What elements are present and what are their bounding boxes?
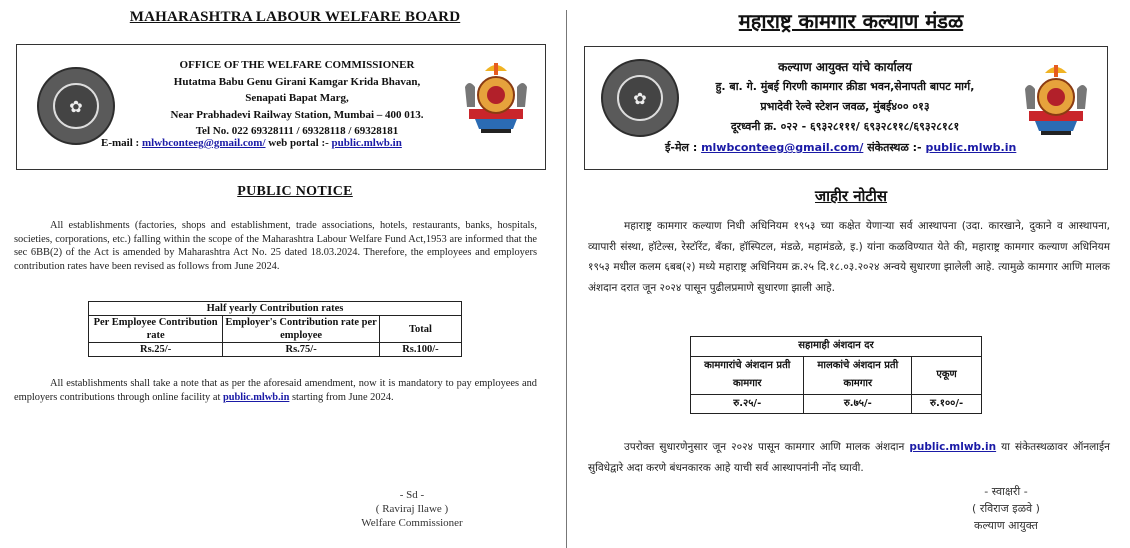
contribution-rates-table (690, 336, 982, 414)
table-header: Employer's Contribution rate per employee (223, 316, 380, 343)
table-caption: Half yearly Contribution rates (89, 302, 462, 316)
state-emblem-icon (461, 57, 531, 137)
notice-paragraph-2: उपरोक्त सुधारणेनुसार जून २०२४ पासून कामगार आणि मालक अंशदान public.mlwb.in या संकेतस्थळावर ऑनलाईन सुविधेद्वारे अदा करणे बंधनकारक आहे याची सर्व आस्थापनांनी नोंद घ्यावी. (588, 441, 1110, 474)
state-emblem-icon (1021, 59, 1091, 139)
table-cell: रु.२५/- (691, 394, 804, 414)
signature-block: - स्वाक्षरी - ( रविराज इळवे ) कल्याण आयुक्त (972, 485, 1040, 532)
portal-link[interactable]: public.mlwb.in (331, 137, 402, 149)
marathi-notice (572, 0, 1130, 548)
email-link[interactable]: mlwbconteeg@gmail.com/ (141, 137, 266, 149)
board-title: MAHARASHTRA LABOUR WELFARE BOARD (129, 9, 461, 25)
table-header: कामगारांचे अंशदान प्रती कामगार (691, 356, 804, 394)
contact-line: ई-मेल : mlwbconteeg@gmail.com/ संकेतस्थळ :- public.mlwb.in (665, 141, 1017, 154)
office-header (16, 44, 546, 170)
office-header (584, 46, 1108, 170)
board-title: महाराष्ट्र कामगार कल्याण मंडळ (738, 9, 964, 33)
table-header: Per Employee Contribution rate (89, 316, 223, 343)
table-cell: रु.७५/- (804, 394, 912, 414)
table-caption: सहामाही अंशदान दर (691, 337, 982, 357)
table-cell: Rs.100/- (379, 343, 461, 357)
signature-block: - Sd - ( Raviraj Ilawe ) Welfare Commissioner (361, 489, 463, 529)
board-seal-icon: ✿ (601, 59, 679, 137)
notice-paragraph-2: All establishments shall take a note that as per the aforesaid amendment, now it is mandatory to pay employees and employers contributions through online facility at public.mlwb.in starting from June 2024. (14, 378, 537, 403)
office-address: कल्याण आयुक्त यांचे कार्यालय हु. बा. गे. मुंबई गिरणी कामगार क्रीडा भवन,सेनापती बापट मार्ग, प्रभादेवी रेल्वे स्टेशन जवळ, मुंबई४०० ०१३ दूरध्वनी क्र. ०२२ - ६९३२८१११/ ६९३२८११८/६९३२८१८१ (715, 60, 975, 133)
office-address: OFFICE OF THE WELFARE COMMISSIONER Hutatma Babu Genu Girani Kamgar Krida Bhavan, Senapati Bapat Marg, Near Prabhadevi Railway Station, Mumbai – 400 013. Tel No. 022 69328111 / 69328118 / 69328181 (170, 59, 424, 137)
column-divider (566, 10, 567, 548)
notice-title: जाहीर नोटीस (814, 187, 888, 205)
notice-title: PUBLIC NOTICE (237, 184, 353, 199)
table-header: मालकांचे अंशदान प्रती कामगार (804, 356, 912, 394)
portal-link-inline[interactable]: public.mlwb.in (909, 441, 997, 453)
notice-paragraph-1: All establishments (factories, shops and establishment, trade associations, hotels, restaurants, banks, hospitals, societies, corporations, etc.) falling within the scope of the Maharashtra Labour Welfare Fund Act,1953 are informed that the sec 6BB(2) of the Act is amended by Maharashtra Act No. 25 dated 18.03.2024. Therefore, the employees and employers contribution rates have been revised as follows from June 2024. (14, 220, 537, 272)
board-seal-icon: ✿ (37, 67, 115, 145)
notice-paragraph-1: महाराष्ट्र कामगार कल्याण निधी अधिनियम १९५३ च्या कक्षेत येणाऱ्या सर्व आस्थापना (उदा. कारखाने, दुकाने व आस्थापना, व्यापारी संस्था, हॉटेल्स, रेस्टॉरेंट, बँका, हॉस्पिटल, मंडळे, महामंडळे, इ.) यांना कळविण्यात येते की, महाराष्ट्र कामगार कल्याण अधिनियम १९५३ मधील कलम ६बब(२) मध्ये महाराष्ट्र अधिनियम क्र.२५ दि.१८.०३.२०२४ अन्वये सुधारणा झालेली आहे. त्यामुळे कामगार आणि मालक अंशदान दरात जून २०२४ पासून पुढीलप्रमाणे सुधारणा झाली आहे. (588, 220, 1110, 294)
contribution-rates-table (88, 301, 462, 357)
portal-link-inline[interactable]: public.mlwb.in (222, 391, 290, 403)
table-cell: Rs.25/- (89, 343, 223, 357)
table-header: Total (379, 316, 461, 343)
table-header: एकूण (912, 356, 982, 394)
table-cell: रु.१००/- (912, 394, 982, 414)
table-cell: Rs.75/- (223, 343, 380, 357)
portal-link[interactable]: public.mlwb.in (925, 141, 1017, 154)
contact-line: E-mail : mlwbconteeg@gmail.com/ web portal :- public.mlwb.in (101, 137, 402, 149)
english-notice (0, 0, 560, 548)
email-link[interactable]: mlwbconteeg@gmail.com/ (701, 141, 864, 154)
